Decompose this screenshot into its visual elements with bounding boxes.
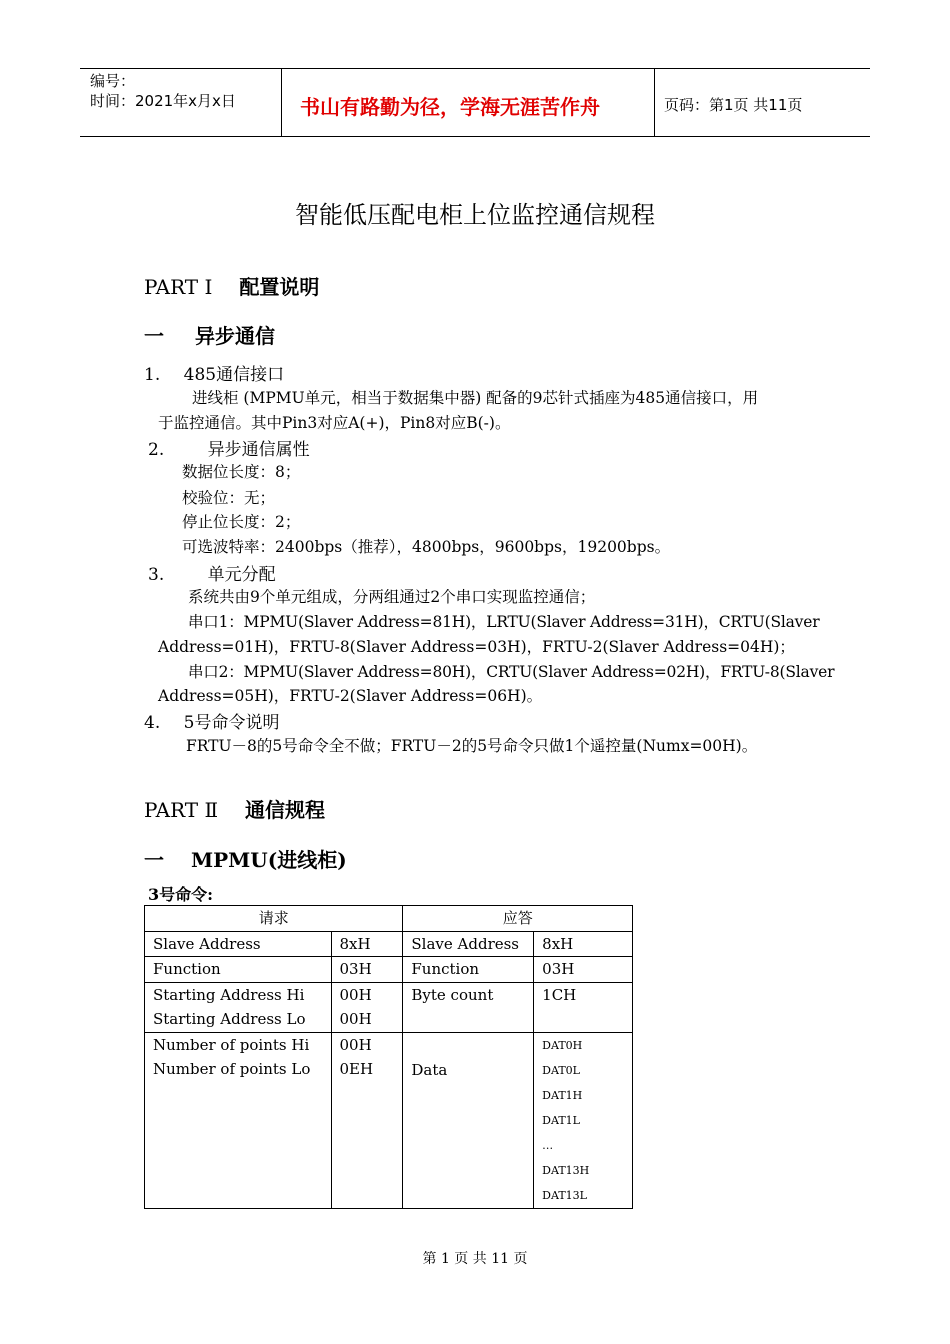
paragraph-line: 系统共由9个单元组成，分两组通过2个串口实现监控通信； <box>188 588 596 606</box>
request-field: Function <box>145 957 332 983</box>
data-value: DAT13L <box>542 1188 587 1202</box>
section-heading <box>144 320 275 349</box>
data-value: DAT1L <box>542 1113 580 1127</box>
item-number: 1. <box>144 365 161 385</box>
table-row <box>145 982 633 1032</box>
response-field <box>403 1032 534 1208</box>
part-label: PART Ⅰ <box>144 275 213 299</box>
property-line: 数据位长度：8； <box>182 463 301 481</box>
response-value: 03H <box>534 957 633 983</box>
paragraph-line: Address=05H)，FRTU-2(Slaver Address=06H)。 <box>158 687 543 705</box>
item-title: 异步通信属性 <box>207 440 310 460</box>
request-field <box>145 982 332 1032</box>
response-field: Slave Address <box>403 931 534 957</box>
response-value: 1CH <box>534 982 633 1032</box>
section-title: MPMU(进线柜) <box>190 848 347 872</box>
points-lo: Number of points Lo <box>153 1060 311 1078</box>
page-footer: 第 1 页 共 11 页 <box>422 1251 528 1267</box>
command-table <box>144 905 633 1209</box>
part-title: 配置说明 <box>239 275 320 299</box>
header-divider <box>281 68 282 136</box>
document-title: 智能低压配电柜上位监控通信规程 <box>295 201 655 229</box>
item-title: 5号命令说明 <box>183 713 280 733</box>
table-row <box>145 1032 633 1208</box>
points-hi: Number of points Hi <box>153 1035 310 1054</box>
paragraph-line: 串口2：MPMU(Slaver Address=80H)，CRTU(Slaver Address=02H)，FRTU-8(Slaver <box>188 663 835 681</box>
start-address-lo-value: 00H <box>339 1010 372 1028</box>
property-line: 可选波特率：2400bps（推荐），4800bps，9600bps，19200bps。 <box>182 538 671 556</box>
item-heading <box>148 435 310 460</box>
response-value: 8xH <box>534 931 633 957</box>
item-number: 4. <box>144 713 161 733</box>
item-title: 485通信接口 <box>183 365 285 385</box>
header-number-label: 编号： <box>90 72 136 90</box>
section-number: 一 <box>144 324 164 348</box>
start-address-hi-value: 00H <box>339 985 372 1004</box>
paragraph-line: 串口1：MPMU(Slaver Address=81H)，LRTU(Slaver Address=31H)，CRTU(Slaver <box>188 613 820 631</box>
paragraph-line: 进线柜 (MPMU单元，相当于数据集中器) 配备的9芯针式插座为485通信接口，用 <box>192 389 759 407</box>
paragraph-line: Address=01H)，FRTU-8(Slaver Address=03H)，FRTU-2(Slaver Address=04H)； <box>158 638 795 656</box>
item-number: 3. <box>148 565 165 585</box>
property-line: 校验位：无； <box>182 489 276 507</box>
request-value: 8xH <box>331 931 403 957</box>
request-value: 03H <box>331 957 403 983</box>
request-value <box>331 1032 403 1208</box>
header-time-label: 时间：2021年x月x日 <box>90 92 236 110</box>
paragraph-line: 于监控通信。其中Pin3对应A(+)，Pin8对应B(-)。 <box>158 414 511 432</box>
response-field: Function <box>403 957 534 983</box>
start-address-hi: Starting Address Hi <box>153 985 305 1004</box>
item-title: 单元分配 <box>207 565 276 585</box>
request-header: 请求 <box>145 906 403 932</box>
response-header: 应答 <box>403 906 633 932</box>
property-line: 停止位长度：2； <box>182 513 301 531</box>
section-heading <box>144 844 347 873</box>
section-number: 一 <box>144 848 164 872</box>
request-field <box>145 1032 332 1208</box>
part-title: 通信规程 <box>245 798 326 822</box>
table-header-row <box>145 906 633 932</box>
data-value: DAT1H <box>542 1088 583 1102</box>
part-heading <box>144 794 325 823</box>
data-value: DAT0L <box>542 1063 580 1077</box>
request-field: Slave Address <box>145 931 332 957</box>
item-heading <box>144 360 284 385</box>
data-label: Data <box>411 1060 448 1079</box>
header-top-rule <box>80 68 870 69</box>
request-value <box>331 982 403 1032</box>
table-row <box>145 957 633 983</box>
item-number: 2. <box>148 440 165 460</box>
header-bottom-rule <box>80 136 870 137</box>
data-value: DAT0H <box>542 1038 583 1052</box>
part-heading <box>144 271 319 300</box>
item-heading <box>148 560 276 585</box>
part-label: PART Ⅱ <box>144 798 219 822</box>
data-value: … <box>542 1138 554 1152</box>
start-address-lo: Starting Address Lo <box>153 1010 306 1028</box>
item-heading <box>144 708 279 733</box>
data-value: DAT13H <box>542 1163 590 1177</box>
response-field: Byte count <box>403 982 534 1032</box>
command-title: 3号命令: <box>148 885 214 904</box>
points-hi-value: 00H <box>339 1035 372 1054</box>
paragraph-line: FRTU－8的5号命令全不做；FRTU－2的5号命令只做1个遥控量(Numx=00H)。 <box>186 737 758 755</box>
section-title: 异步通信 <box>194 324 275 348</box>
header-motto: 书山有路勤为径，学海无涯苦作舟 <box>300 95 600 119</box>
header-divider <box>654 68 655 136</box>
header-page-info: 页码：第1页 共11页 <box>664 96 803 114</box>
points-lo-value: 0EH <box>339 1060 374 1078</box>
table-row <box>145 931 633 957</box>
response-value <box>534 1032 633 1208</box>
